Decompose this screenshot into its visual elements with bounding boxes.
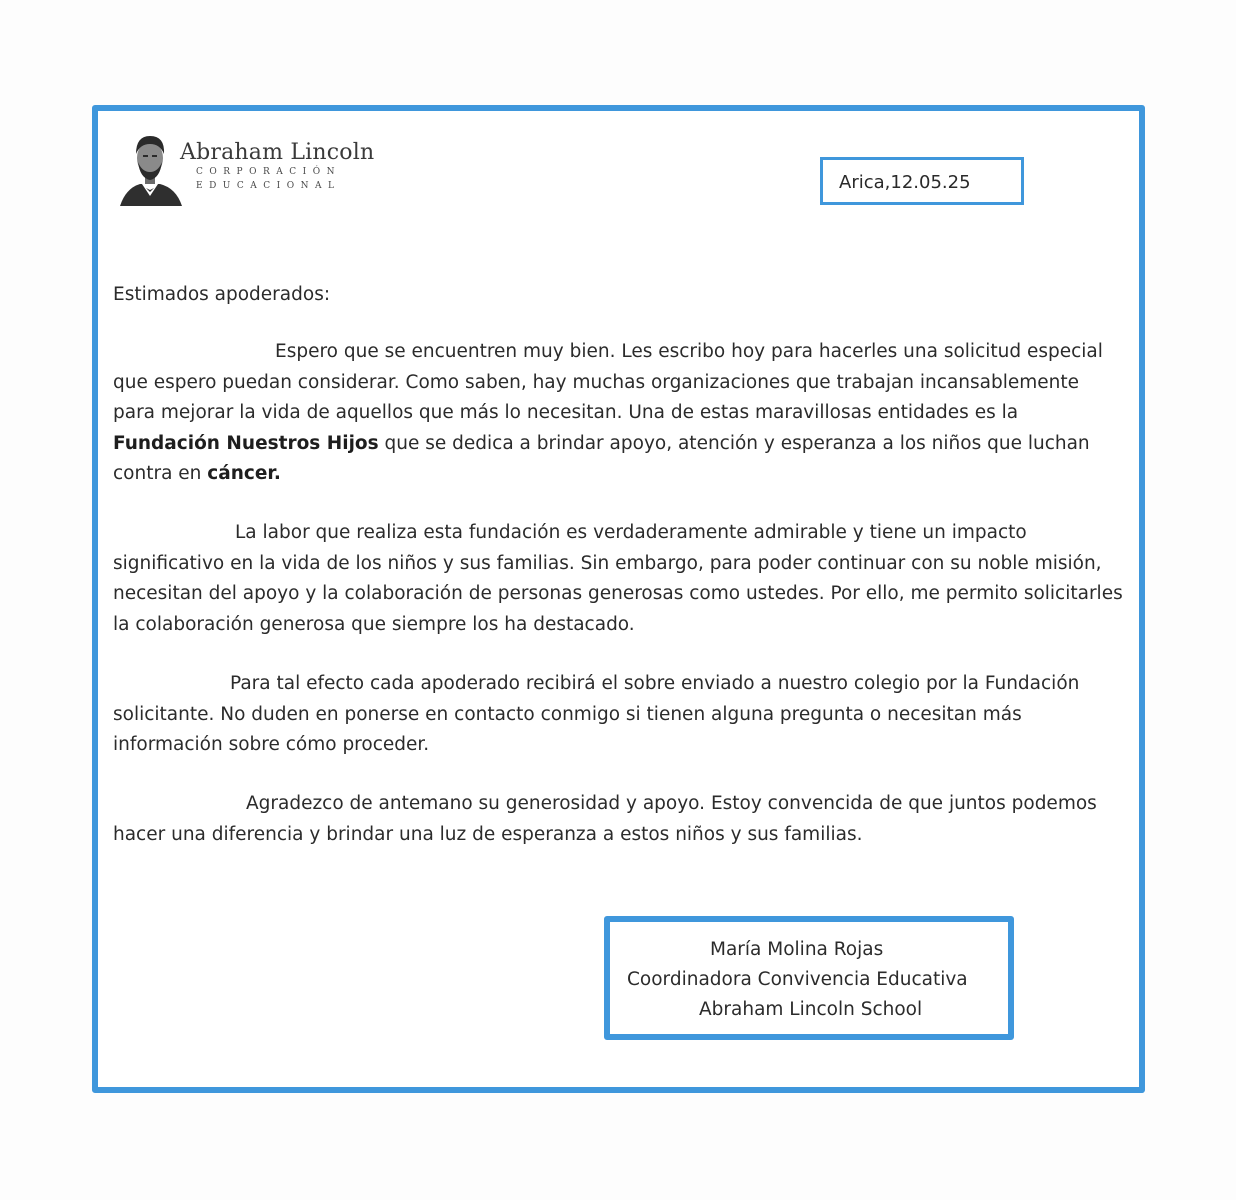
school-logo — [118, 128, 398, 214]
signer-title: Coordinadora Convivencia Educativa — [627, 969, 968, 990]
paragraph-3-text: Para tal efecto cada apoderado recibirá el sobre enviado a nuestro colegio por la Fundación solicitante. No duden en ponerse en contacto conmigo si tienen alguna pregunta o necesitan más información sobre cómo proceder. — [113, 673, 1080, 755]
cancer-word: cáncer. — [207, 463, 281, 484]
paragraph-4 — [113, 789, 1123, 850]
paragraph-1-text-b: que se dedica a brindar apoyo, atención y esperanza a los niños que luchan contra en — [113, 432, 1090, 484]
logo-name: Abraham Lincoln — [180, 140, 375, 165]
paragraph-2-text: La labor que realiza esta fundación es verdaderamente admirable y tiene un impacto significativo en la vida de los niños y sus familias. Sin embargo, para poder continuar con su noble misión, necesitan del apoyo y la colaboración de personas generosas como ustedes. Por ello, me permito solicitarles la colaboración generosa que siempre los ha destacado. — [113, 522, 1123, 635]
logo-subtitle-line1: CORPORACIÓN — [196, 167, 341, 177]
paragraph-4-text: Agradezco de antemano su generosidad y apoyo. Estoy convencida de que juntos podemos hacer una diferencia y brindar una luz de esperanza a estos niños y sus familias. — [113, 793, 1097, 845]
lincoln-portrait-icon — [118, 128, 182, 214]
letter-date: Arica,12.05.25 — [839, 172, 971, 193]
logo-subtitle-line2: EDUCACIONAL — [196, 181, 341, 191]
foundation-name: Fundación Nuestros Hijos — [113, 432, 379, 454]
paragraph-3 — [113, 669, 1123, 761]
signer-name: María Molina Rojas — [710, 939, 884, 960]
signature-box — [604, 916, 1014, 1040]
signer-school: Abraham Lincoln School — [699, 999, 923, 1020]
paragraph-1-text-a: Espero que se encuentren muy bien. Les escribo hoy para hacerles una solicitud especial que espero puedan considerar. Como saben, hay muchas organizaciones que trabajan incansablemente para mejorar la vida de aquellos que más lo necesitan. Una de estas maravillosas entidades es la — [113, 341, 1103, 423]
greeting: Estimados apoderados: — [113, 284, 331, 305]
paragraph-2 — [113, 518, 1123, 640]
date-box — [820, 157, 1024, 205]
paragraph-1 — [113, 337, 1123, 490]
